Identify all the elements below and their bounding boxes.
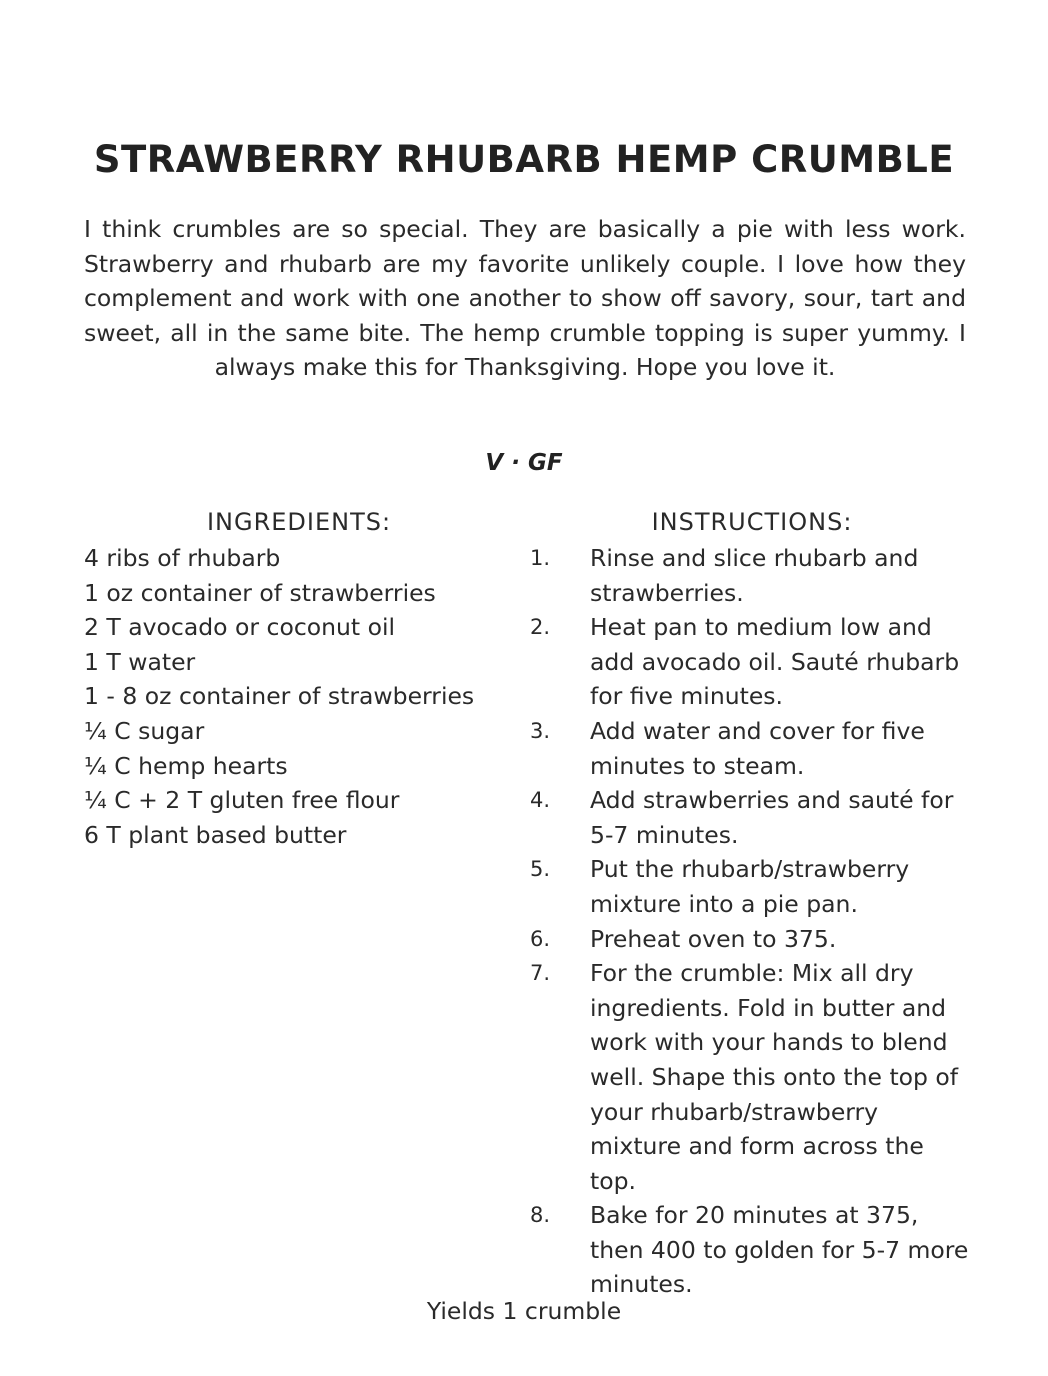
- recipe-intro: I think crumbles are so special. They are basically a pie with less work. Strawberry and rhubarb are my favorite unlikely couple. I love how they complement and work with one another to show off savory, sour, tart and sweet, all in the same bite. The hemp crumble topping is super yummy. I always make this for Thanksgiving. Hope you love it.: [84, 215, 966, 382]
- step-number: 7.: [530, 961, 551, 986]
- recipe-title: STRAWBERRY RHUBARB HEMP CRUMBLE: [93, 138, 955, 181]
- instruction-step: [530, 541, 974, 610]
- instruction-step: [530, 783, 974, 852]
- ingredient-item: 6 T plant based butter: [84, 820, 347, 849]
- step-number: 3.: [530, 718, 551, 743]
- instruction-step: [530, 714, 974, 783]
- instruction-step: [530, 922, 974, 957]
- ingredient-item: 2 T avocado or coconut oil: [84, 613, 396, 642]
- step-number: 2.: [530, 615, 551, 640]
- ingredient-item: 1 oz container of strawberries: [84, 578, 436, 607]
- step-number: 4.: [530, 788, 551, 813]
- instructions-list: [530, 541, 974, 1302]
- ingredient-item: ¼ C sugar: [84, 716, 205, 745]
- ingredient-item: ¼ C hemp hearts: [84, 751, 288, 780]
- step-number: 6.: [530, 926, 551, 951]
- instruction-step: [530, 1198, 974, 1302]
- step-number: 5.: [530, 857, 551, 882]
- ingredient-item: 4 ribs of rhubarb: [84, 544, 281, 572]
- step-number: 8.: [530, 1203, 551, 1228]
- instructions-heading: INSTRUCTIONS:: [651, 508, 853, 536]
- step-text: Rinse and slice rhubarb and strawberries.: [590, 544, 919, 607]
- ingredients-list: [84, 541, 514, 852]
- instruction-step: [530, 610, 974, 714]
- step-text: Preheat oven to 375.: [590, 924, 837, 953]
- step-text: Add strawberries and sauté for 5-7 minutes.: [590, 786, 954, 849]
- step-text: Heat pan to medium low and add avocado oil. Sauté rhubarb for five minutes.: [590, 613, 960, 711]
- ingredient-item: ¼ C + 2 T gluten free flour: [84, 786, 400, 815]
- step-text: Put the rhubarb/strawberry mixture into a pie pan.: [590, 855, 910, 918]
- instruction-step: [530, 852, 974, 921]
- ingredient-item: 1 - 8 oz container of strawberries: [84, 682, 475, 711]
- step-text: Add water and cover for five minutes to steam.: [590, 716, 925, 780]
- step-text: Bake for 20 minutes at 375, then 400 to golden for 5-7 more minutes.: [590, 1201, 969, 1299]
- step-number: 1.: [530, 546, 551, 570]
- ingredient-item: 1 T water: [84, 647, 196, 676]
- instruction-step: [530, 956, 974, 1198]
- recipe-yield: Yields 1 crumble: [426, 1297, 622, 1325]
- ingredients-heading: INGREDIENTS:: [206, 508, 392, 536]
- diet-tags: V · GF: [485, 450, 563, 476]
- step-text: For the crumble: Mix all dry ingredients. Fold in butter and work with your hands to blend well. Shape this onto the top of your rhubarb/strawberry mixture and form across the top.: [590, 959, 959, 1195]
